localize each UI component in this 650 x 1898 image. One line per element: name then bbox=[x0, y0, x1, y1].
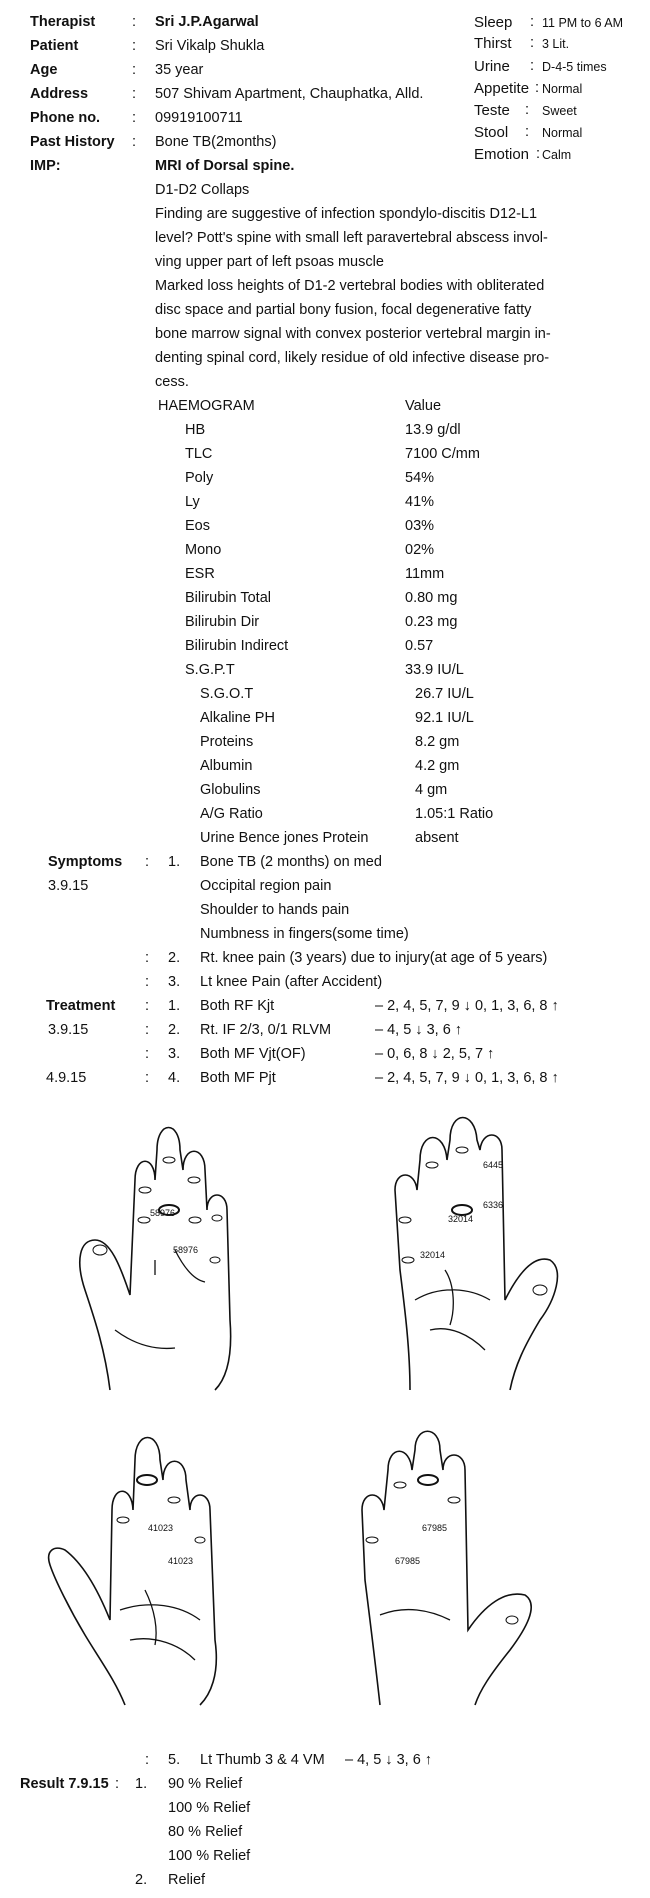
treatment-date: 4.9.15 bbox=[46, 1070, 87, 1086]
colon: : bbox=[132, 110, 137, 126]
hand-diagram-3 bbox=[40, 1430, 280, 1710]
test-name: Urine Bence jones Protein bbox=[200, 830, 369, 846]
hand-code-label: 6445 bbox=[483, 1160, 504, 1170]
vital-value: Normal bbox=[542, 82, 583, 96]
finding-line: Finding are suggestive of infection spondylo-discitis D12-L1 bbox=[155, 206, 538, 222]
treatment-number: 3. bbox=[168, 1046, 181, 1062]
colon: : bbox=[530, 35, 535, 51]
hand-code-label: 41023 bbox=[148, 1523, 174, 1533]
test-value: 02% bbox=[405, 542, 435, 558]
test-value: 0.57 bbox=[405, 638, 434, 654]
vital-label: Teste bbox=[474, 102, 510, 119]
hand-outline bbox=[40, 1430, 280, 1710]
test-value: 33.9 IU/L bbox=[405, 662, 464, 678]
vital-label: Stool bbox=[474, 124, 509, 141]
treatment-name: Lt Thumb 3 & 4 VM bbox=[200, 1752, 325, 1768]
colon: : bbox=[525, 102, 530, 118]
symptom-number: 2. bbox=[168, 950, 181, 966]
vital-value: 11 PM to 6 AM bbox=[542, 16, 624, 30]
test-name: A/G Ratio bbox=[200, 806, 263, 822]
hand-code-label: 58976 bbox=[173, 1245, 199, 1255]
finding-line: disc space and partial bony fusion, focal degenerative fatty bbox=[155, 302, 532, 318]
finding-line: bone marrow signal with convex posterior vertebral margin in- bbox=[155, 326, 551, 342]
test-name: Albumin bbox=[200, 758, 253, 774]
finding-line: D1-D2 Collaps bbox=[155, 182, 250, 198]
treatment-name: Both MF Vjt(OF) bbox=[200, 1046, 306, 1062]
treatment-name: Both MF Pjt bbox=[200, 1070, 276, 1086]
colon: : bbox=[145, 950, 150, 966]
test-name: ESR bbox=[185, 566, 215, 582]
test-value: 54% bbox=[405, 470, 435, 486]
symptom-item: Bone TB (2 months) on med bbox=[200, 854, 382, 870]
vital-label: Urine bbox=[474, 58, 510, 75]
test-value: 13.9 g/dl bbox=[405, 422, 461, 438]
history-value: Bone TB(2months) bbox=[155, 134, 277, 150]
treatment-date: 3.9.15 bbox=[48, 1022, 89, 1038]
address-label: Address bbox=[30, 86, 89, 102]
symptoms-date: 3.9.15 bbox=[48, 878, 89, 894]
hand-diagram-2 bbox=[370, 1110, 590, 1395]
history-label: Past History bbox=[30, 134, 115, 150]
hand-code-label: 67985 bbox=[422, 1523, 448, 1533]
symptom-number: 3. bbox=[168, 974, 181, 990]
test-value: 0.80 mg bbox=[405, 590, 458, 606]
treatment-code: – 4, 5 ↓ 3, 6 ↑ bbox=[345, 1752, 433, 1768]
result-item: Relief bbox=[168, 1872, 206, 1888]
patient-value: Sri Vikalp Shukla bbox=[155, 38, 265, 54]
test-value: 4.2 gm bbox=[415, 758, 460, 774]
symptom-item: Numbness in fingers(some time) bbox=[200, 926, 409, 942]
colon: : bbox=[536, 146, 541, 162]
test-name: Ly bbox=[185, 494, 200, 510]
vital-value: Sweet bbox=[542, 104, 577, 118]
colon: : bbox=[132, 14, 137, 30]
address-value: 507 Shivam Apartment, Chauphatka, Alld. bbox=[155, 86, 424, 102]
treatment-name: Rt. IF 2/3, 0/1 RLVM bbox=[200, 1022, 332, 1038]
finding-line: level? Pott's spine with small left paravertebral abscess invol- bbox=[155, 230, 548, 246]
colon: : bbox=[530, 58, 535, 74]
vital-value: Calm bbox=[542, 148, 572, 162]
phone-label: Phone no. bbox=[30, 110, 101, 126]
test-name: Bilirubin Total bbox=[185, 590, 271, 606]
colon: : bbox=[530, 14, 535, 30]
hand-code-label: 32014 bbox=[420, 1250, 446, 1260]
symptom-number: 1. bbox=[168, 854, 181, 870]
test-name: Bilirubin Dir bbox=[185, 614, 260, 630]
vital-value: 3 Lit. bbox=[542, 37, 570, 51]
test-value: 41% bbox=[405, 494, 435, 510]
test-value: 26.7 IU/L bbox=[415, 686, 474, 702]
haemogram-header: HAEMOGRAM bbox=[158, 398, 255, 414]
test-value: 03% bbox=[405, 518, 435, 534]
colon: : bbox=[145, 1022, 150, 1038]
vital-label: Thirst bbox=[474, 35, 512, 52]
hand-code-label: 6336 bbox=[483, 1200, 504, 1210]
age-label: Age bbox=[30, 62, 58, 78]
therapist-label: Therapist bbox=[30, 14, 96, 30]
colon: : bbox=[132, 62, 137, 78]
result-item: 100 % Relief bbox=[168, 1848, 251, 1864]
hand-outline bbox=[350, 1430, 580, 1710]
test-value: 92.1 IU/L bbox=[415, 710, 474, 726]
symptom-item: Shoulder to hands pain bbox=[200, 902, 350, 918]
finding-line: denting spinal cord, likely residue of old infective disease pro- bbox=[155, 350, 550, 366]
test-name: Proteins bbox=[200, 734, 254, 750]
symptom-item: Lt knee Pain (after Accident) bbox=[200, 974, 383, 990]
result-item: 90 % Relief bbox=[168, 1776, 243, 1792]
test-value: 0.23 mg bbox=[405, 614, 458, 630]
result-item: 80 % Relief bbox=[168, 1824, 243, 1840]
test-value: 4 gm bbox=[415, 782, 448, 798]
test-name: HB bbox=[185, 422, 206, 438]
treatment-number: 4. bbox=[168, 1070, 181, 1086]
haemogram-value-header: Value bbox=[405, 398, 442, 414]
result-number: 1. bbox=[135, 1776, 148, 1792]
treatment-name: Both RF Kjt bbox=[200, 998, 275, 1014]
vital-label: Sleep bbox=[474, 14, 513, 31]
colon: : bbox=[535, 80, 540, 96]
test-value: absent bbox=[415, 830, 459, 846]
hand-code-label: 58976 bbox=[150, 1208, 176, 1218]
treatment-code: – 4, 5 ↓ 3, 6 ↑ bbox=[375, 1022, 463, 1038]
result-item: 100 % Relief bbox=[168, 1800, 251, 1816]
treatment-number: 2. bbox=[168, 1022, 181, 1038]
hand-code-label: 67985 bbox=[395, 1556, 421, 1566]
test-value: 8.2 gm bbox=[415, 734, 460, 750]
treatment-number: 1. bbox=[168, 998, 181, 1014]
imp-label: IMP: bbox=[30, 158, 61, 174]
treatment-number: 5. bbox=[168, 1752, 181, 1768]
imp-value: MRI of Dorsal spine. bbox=[155, 158, 295, 174]
colon: : bbox=[145, 1046, 150, 1062]
finding-line: ving upper part of left psoas muscle bbox=[155, 254, 384, 270]
vital-value: Normal bbox=[542, 126, 583, 140]
test-name: S.G.O.T bbox=[200, 686, 254, 702]
hand-diagram-4 bbox=[350, 1430, 580, 1710]
test-name: Mono bbox=[185, 542, 222, 558]
hand-diagram-1 bbox=[75, 1110, 280, 1395]
symptom-item: Rt. knee pain (3 years) due to injury(at age of 5 years) bbox=[200, 950, 548, 966]
hand-outline bbox=[370, 1110, 590, 1395]
colon: : bbox=[145, 1752, 150, 1768]
vital-label: Emotion bbox=[474, 146, 530, 163]
colon: : bbox=[132, 134, 137, 150]
hand-code-label: 32014 bbox=[448, 1214, 474, 1224]
phone-value: 09919100711 bbox=[155, 110, 243, 126]
test-name: Alkaline PH bbox=[200, 710, 275, 726]
finding-line: cess. bbox=[155, 374, 189, 390]
test-value: 11mm bbox=[405, 566, 445, 582]
treatment-code: – 2, 4, 5, 7, 9 ↓ 0, 1, 3, 6, 8 ↑ bbox=[375, 1070, 559, 1086]
vital-value: D-4-5 times bbox=[542, 60, 607, 74]
colon: : bbox=[145, 974, 150, 990]
therapist-value: Sri J.P.Agarwal bbox=[155, 14, 259, 30]
test-value: 1.05:1 Ratio bbox=[415, 806, 494, 822]
finding-line: Marked loss heights of D1-2 vertebral bodies with obliterated bbox=[155, 278, 545, 294]
vital-label: Appetite bbox=[474, 80, 530, 97]
test-name: Globulins bbox=[200, 782, 261, 798]
test-name: TLC bbox=[185, 446, 213, 462]
test-name: Bilirubin Indirect bbox=[185, 638, 289, 654]
colon: : bbox=[132, 38, 137, 54]
treatment-code: – 2, 4, 5, 7, 9 ↓ 0, 1, 3, 6, 8 ↑ bbox=[375, 998, 559, 1014]
colon: : bbox=[132, 86, 137, 102]
test-name: Poly bbox=[185, 470, 214, 486]
result-number: 2. bbox=[135, 1872, 148, 1888]
test-name: Eos bbox=[185, 518, 210, 534]
colon: : bbox=[145, 998, 150, 1014]
test-value: 7100 C/mm bbox=[405, 446, 480, 462]
result-label: Result 7.9.15 bbox=[20, 1776, 109, 1792]
age-value: 35 year bbox=[155, 62, 204, 78]
symptom-item: Occipital region pain bbox=[200, 878, 332, 894]
patient-label: Patient bbox=[30, 38, 79, 54]
hand-code-label: 41023 bbox=[168, 1556, 194, 1566]
colon: : bbox=[145, 1070, 150, 1086]
colon: : bbox=[115, 1776, 120, 1792]
colon: : bbox=[145, 854, 150, 870]
treatment-code: – 0, 6, 8 ↓ 2, 5, 7 ↑ bbox=[375, 1046, 495, 1062]
treatment-label: Treatment bbox=[46, 998, 116, 1014]
symptoms-label: Symptoms bbox=[48, 854, 123, 870]
test-name: S.G.P.T bbox=[185, 662, 235, 678]
colon: : bbox=[525, 124, 530, 140]
